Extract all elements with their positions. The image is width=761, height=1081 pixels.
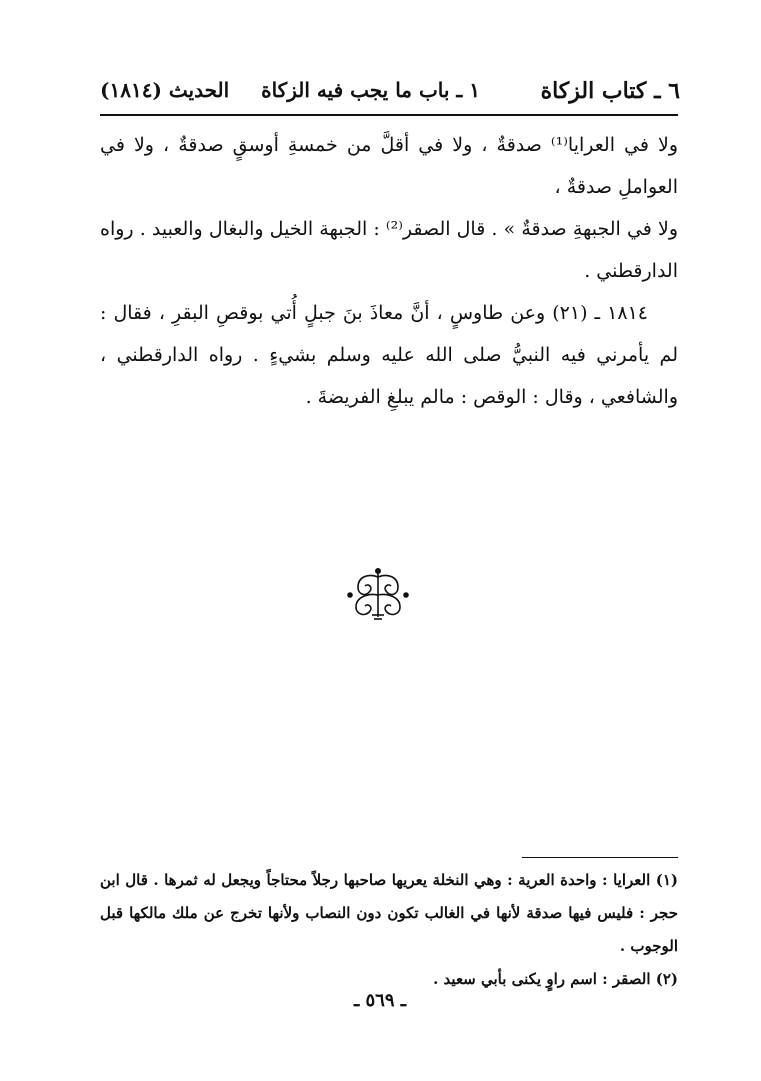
header-book-title: ٦ ـ كتاب الزكاة (540, 78, 680, 104)
header-hadith-number: الحديث (١٨١٤) (100, 78, 230, 102)
header-rule (100, 114, 678, 116)
main-text (100, 124, 678, 418)
footnotes (100, 864, 678, 996)
footnote-2: (٢) الصقر : اسم راوٍ يكنى بأبي سعيد . (433, 970, 678, 988)
footnote-rule (522, 857, 678, 858)
floral-ornament-icon (338, 565, 418, 621)
running-header (100, 76, 680, 110)
header-chapter-title: ١ ـ باب ما يجب فيه الزكاة (261, 78, 480, 102)
text-line-1: ولا في العرايا⁽¹⁾ صدقةٌ ، ولا في أقلَّ من خمسةِ أوسقٍ صدقةٌ ، ولا في العواملِ صدقةٌ ، (100, 134, 679, 198)
page-number: ـ ٥٦٩ ـ (353, 990, 407, 1011)
hadith-paragraph: ١٨١٤ ـ (٢١) وعن طاوسٍ ، أنَّ معاذَ بنَ جبلٍ أُتي بوقصِ البقرِ ، فقال : لم يأمرني فيه النبيُّ صلى الله عليه وسلم بشيءٍ . رواه الدارقطني ، والشافعي ، وقال : الوقص : مالم يبلغِ الفريضةَ . (100, 302, 678, 408)
text-line-2: ولا في الجبهةِ صدقةٌ » . قال الصقر⁽²⁾ : الجبهة الخيل والبغال والعبيد . رواه الدارقطني . (100, 218, 678, 282)
footnote-1: (١) العرايا : واحدة العرية : وهي النخلة يعريها صاحبها رجلاً محتاجاً ويجعل له ثمرها . قال ابن حجر : فليس فيها صدقة لأنها في الغالب تكون دون النصاب ولأنها تخرج عن ملك مالكها قبل الوجوب . (100, 871, 678, 955)
